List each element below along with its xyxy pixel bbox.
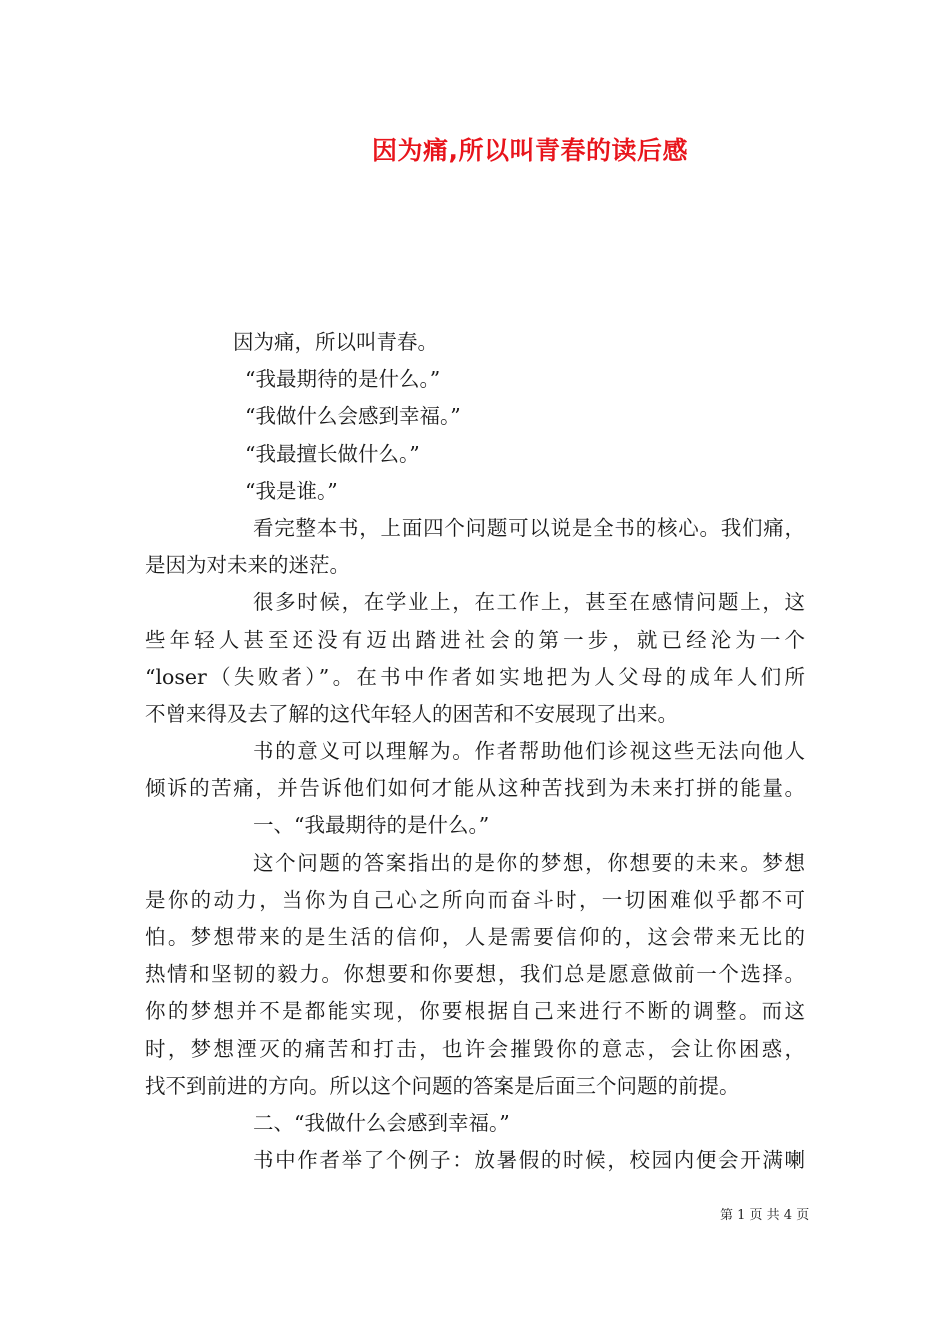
- paragraph-line: “loser（失败者）”。在书中作者如实地把为人父母的成年人们所: [145, 664, 805, 689]
- paragraph-line: 倾诉的苦痛，并告诉他们如何才能从这种苦找到为未来打拼的能量。: [145, 776, 805, 801]
- paragraph-line: 很多时候，在学业上，在工作上，甚至在感情问题上，这: [253, 590, 805, 615]
- paragraph-line: “我最期待的是什么。”: [245, 367, 441, 392]
- section-heading: 一、“我最期待的是什么。”: [253, 813, 490, 838]
- paragraph-line: 热情和坚韧的毅力。你想要和你要想，我们总是愿意做前一个选择。: [145, 962, 805, 987]
- paragraph-line: 看完整本书，上面四个问题可以说是全书的核心。我们痛，: [253, 515, 805, 540]
- paragraph-line: 时，梦想湮灭的痛苦和打击，也许会摧毁你的意志，会让你困惑，: [145, 1036, 805, 1061]
- paragraph-line: 因为痛，所以叫青春。: [233, 330, 438, 354]
- paragraph-line: 找不到前进的方向。所以这个问题的答案是后面三个问题的前提。: [145, 1073, 740, 1098]
- page-number-footer: 第 1 页 共 4 页: [720, 1208, 810, 1223]
- paragraph-line: 书的意义可以理解为。作者帮助他们诊视这些无法向他人: [253, 739, 805, 764]
- paragraph-line: 怕。梦想带来的是生活的信仰，人是需要信仰的，这会带来无比的: [145, 925, 805, 949]
- paragraph-line: 不曾来得及去了解的这代年轻人的困苦和不安展现了出来。: [145, 701, 678, 726]
- section-heading: 二、“我做什么会感到幸福。”: [253, 1110, 510, 1135]
- paragraph-line: 是你的动力，当你为自己心之所向而奋斗时，一切困难似乎都不可: [145, 887, 805, 912]
- paragraph-line: 你的梦想并不是都能实现，你要根据自己来进行不断的调整。而这: [145, 999, 805, 1024]
- paragraph-line: “我是谁。”: [245, 478, 338, 503]
- paragraph-line: 这个问题的答案指出的是你的梦想，你想要的未来。梦想: [253, 850, 805, 875]
- document-title: 因为痛,所以叫青春的读后感: [372, 136, 688, 165]
- paragraph-line: “我做什么会感到幸福。”: [245, 404, 461, 429]
- paragraph-line: 些年轻人甚至还没有迈出踏进社会的第一步，就已经沦为一个: [145, 627, 805, 652]
- paragraph-line: “我最擅长做什么。”: [245, 441, 420, 466]
- paragraph-line: 是因为对未来的迷茫。: [145, 553, 350, 578]
- paragraph-line: 书中作者举了个例子：放暑假的时候，校园内便会开满喇: [253, 1148, 805, 1173]
- document-body: [145, 324, 805, 1179]
